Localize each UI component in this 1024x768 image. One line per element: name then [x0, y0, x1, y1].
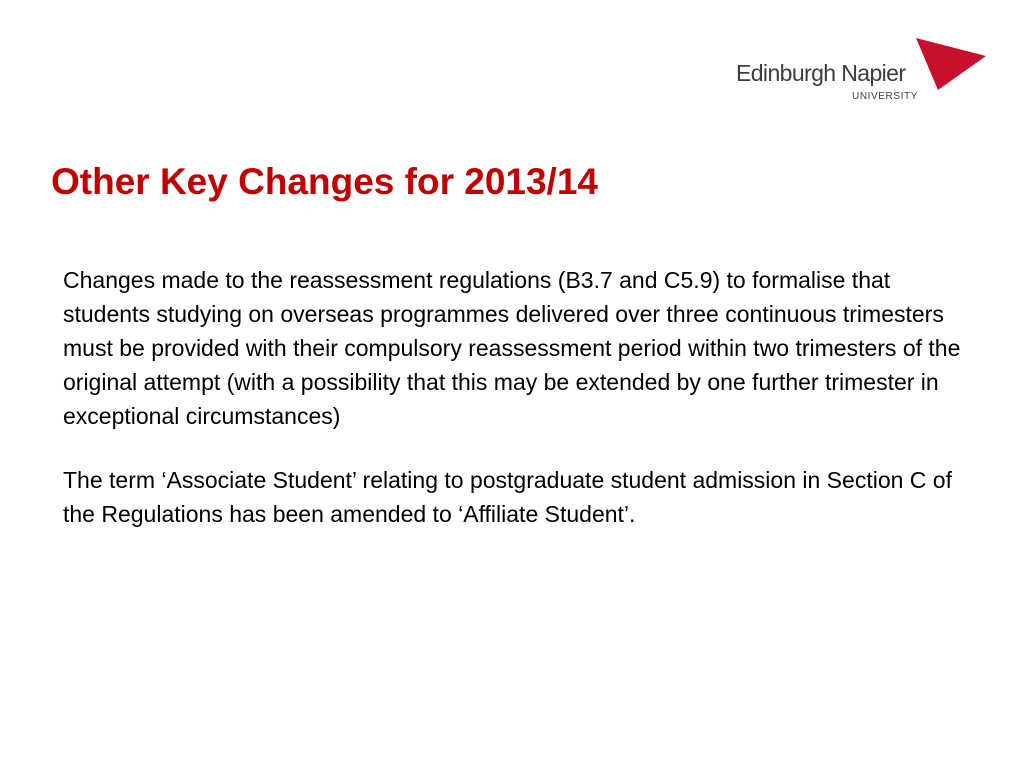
- logo-subtitle: UNIVERSITY: [852, 91, 919, 102]
- university-logo: [736, 38, 988, 104]
- body-paragraph-reassessment: Changes made to the reassessment regulations (B3.7 and C5.9) to formalise that students studying on overseas programmes delivered over three continuous trimesters must be provided with their compulsory reassessment period within two trimesters of the original attempt (with a possibility that this may be extended by one further trimester in exceptional circumstances): [63, 267, 961, 429]
- slide-title: Other Key Changes for 2013/14: [51, 161, 598, 202]
- logo-triangle-icon: [916, 38, 988, 90]
- body-paragraph-affiliate-student: The term ‘Associate Student’ relating to postgraduate student admission in Section C of the Regulations has been amended to ‘Affiliate Student’.: [63, 467, 952, 527]
- logo-name: Edinburgh Napier: [736, 60, 906, 86]
- slide-body: [63, 263, 963, 561]
